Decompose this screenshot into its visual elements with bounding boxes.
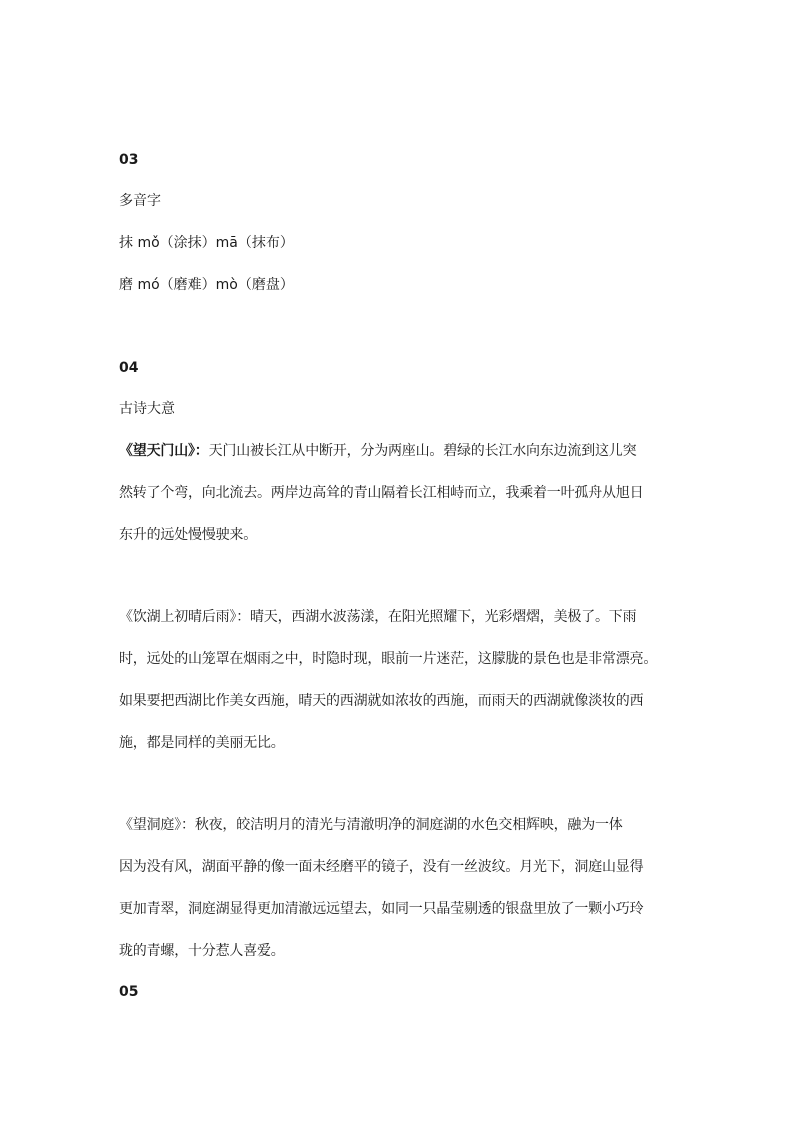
poem-paragraph-3 — [119, 815, 679, 983]
poem-paragraph-1 — [119, 441, 679, 567]
poem-1-line-2: 然转了个弯，向北流去。两岸边高耸的青山隔着长江相峙而立，我乘着一叶孤舟从旭日 — [119, 485, 644, 501]
poem-2-line-4: 施，都是同样的美丽无比。 — [119, 735, 285, 751]
poem-2-title: 《饮湖上初晴后雨》： — [119, 609, 250, 625]
poem-3-line-2: 因为没有风，湖面平静的像一面未经磨平的镜子，没有一丝波纹。月光下，洞庭山显得 — [119, 859, 644, 875]
poem-paragraph-2 — [119, 607, 679, 775]
poem-3-title: 《望洞庭》： — [119, 817, 195, 833]
poem-3-line-4: 珑的青螺，十分惹人喜爱。 — [119, 943, 285, 959]
poem-2-line-2: 时，远处的山笼罩在烟雨之中，时隐时现，眼前一片迷茫，这朦胧的景色也是非常漂亮。 — [119, 651, 658, 667]
section-number-04: 04 — [119, 360, 139, 376]
poem-2-line-3: 如果要把西湖比作美女西施，晴天的西湖就如浓妆的西施，而雨天的西湖就像淡妆的西 — [119, 693, 644, 709]
poem-3-line-3: 更加青翠，洞庭湖显得更加清澈远远望去，如同一只晶莹剔透的银盘里放了一颗小巧玲 — [119, 901, 644, 917]
polyphonic-line-1: 抹 mǒ（涂抹）mā（抹布） — [119, 235, 294, 251]
section-heading-polyphonic: 多音字 — [119, 193, 161, 209]
poem-2-line-1: 《饮湖上初晴后雨》：晴天，西湖水波荡漾，在阳光照耀下，光彩熠熠，美极了。下雨 — [119, 609, 637, 625]
polyphonic-line-2: 磨 mó（磨难）mò（磨盘） — [119, 277, 294, 293]
poem-1-title: 《望天门山》： — [119, 443, 209, 459]
section-heading-poem-meaning: 古诗大意 — [119, 401, 175, 417]
poem-1-line-3: 东升的远处慢慢驶来。 — [119, 527, 257, 543]
section-number-05: 05 — [119, 984, 139, 1000]
poem-1-line-1: 《望天门山》：天门山被长江从中断开，分为两座山。碧绿的长江水向东边流到这儿突 — [119, 443, 637, 459]
poem-3-line-1: 《望洞庭》：秋夜，皎洁明月的清光与清澈明净的洞庭湖的水色交相辉映，融为一体 — [119, 817, 623, 833]
section-number-03: 03 — [119, 152, 139, 168]
